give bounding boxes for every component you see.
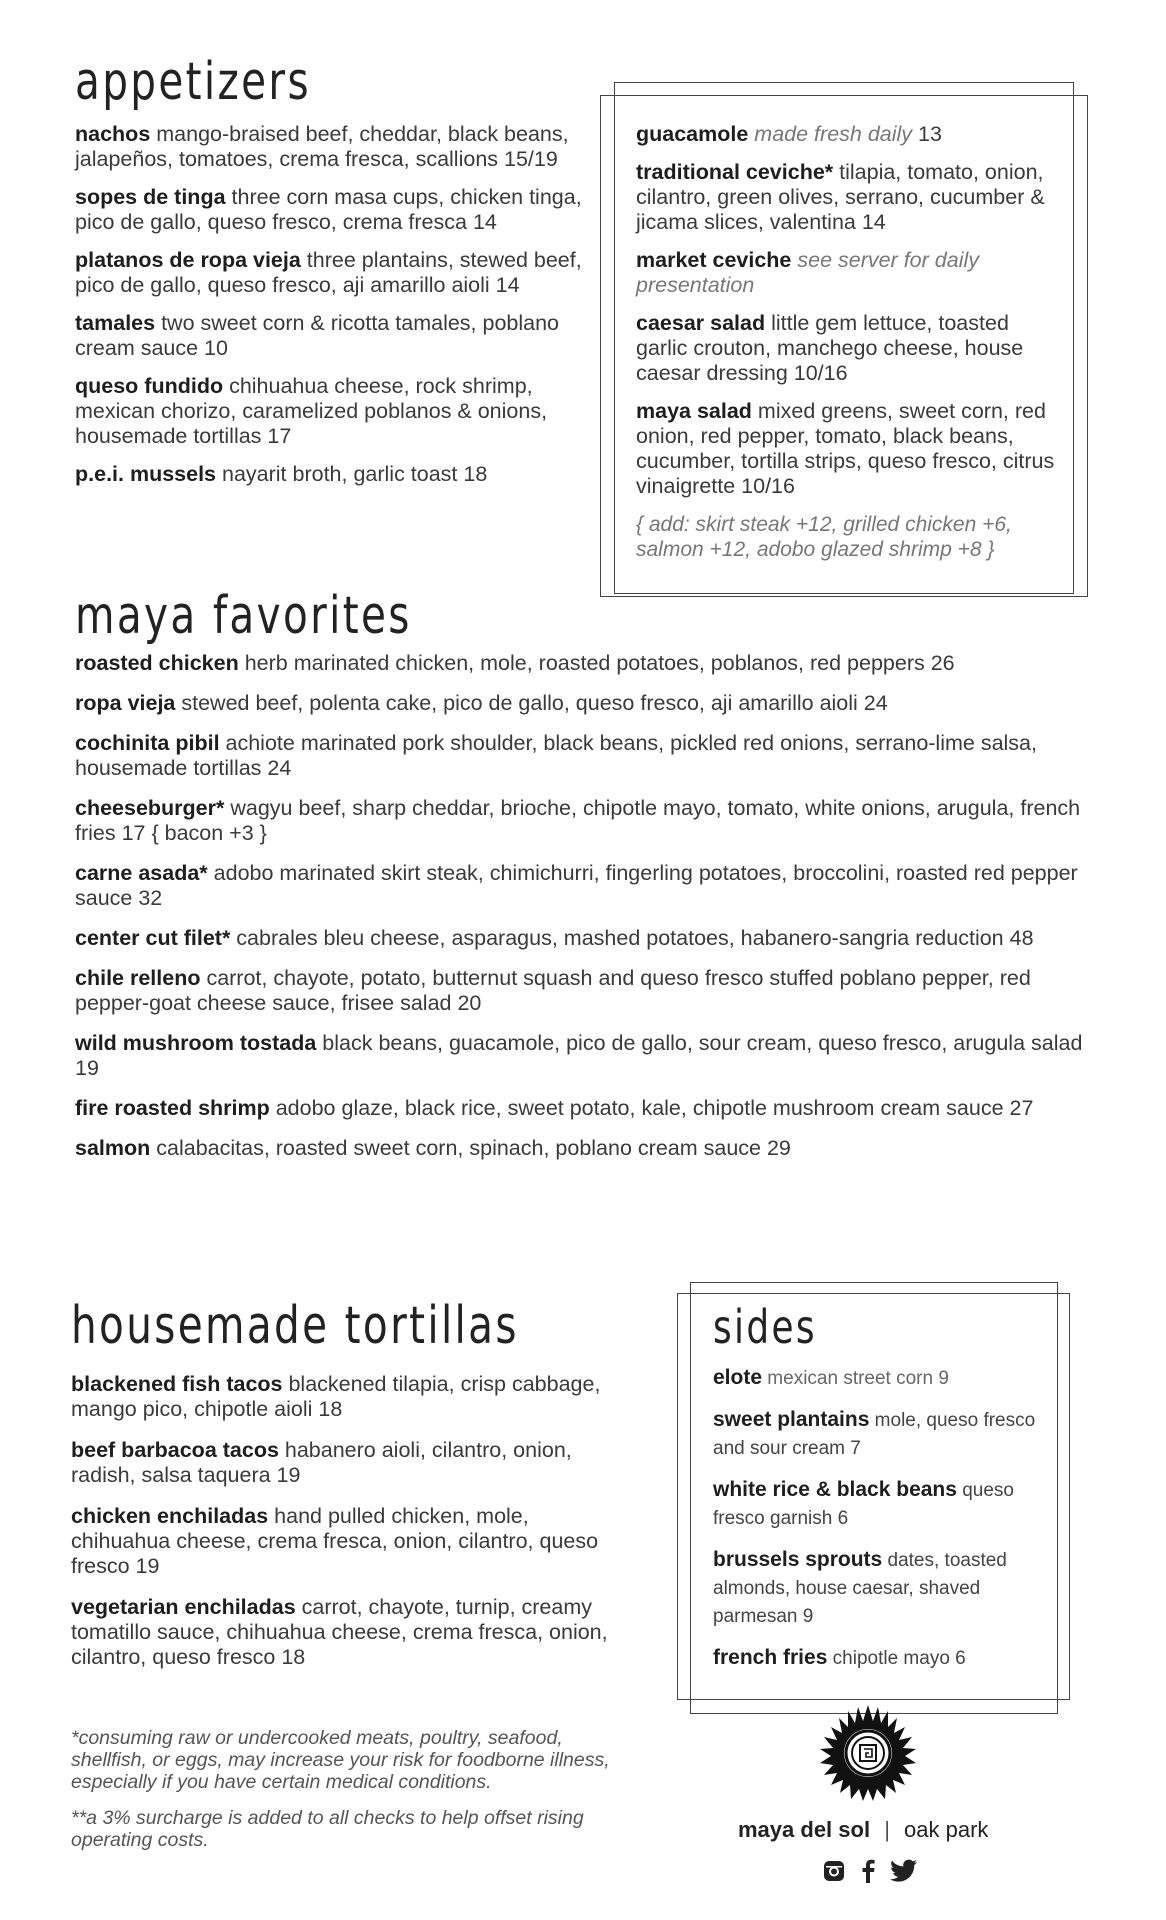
menu-item: french fries chipotle mayo 6 [713,1646,966,1669]
sun-logo-icon [818,1703,918,1803]
menu-item: white rice & black beans queso fresco garnish 6 [713,1478,1014,1529]
menu-item: elote mexican street corn 9 [713,1366,949,1389]
brand-name: maya del sol [738,1817,871,1842]
menu-item-maya-salad: maya salad mixed greens, sweet corn, red onion, red pepper, tomato, black beans, cucumber, tortilla strips, queso fresco, citrus vinaigrette 10/16 [636,399,1055,498]
menu-item-caesar: caesar salad little gem lettuce, toasted garlic crouton, manchego cheese, house caesar dressing 10/16 [636,311,1024,385]
appetizers-boxed-column [636,122,1061,562]
menu-item-guacamole: guacamole made fresh daily 13 [636,122,942,146]
menu-item: fire roasted shrimp adobo glaze, black rice, sweet potato, kale, chipotle mushroom cream sauce 27 [75,1096,1034,1120]
surcharge-note: **a 3% surcharge is added to all checks to help offset rising operating costs. [71,1807,584,1851]
favorites-title: maya favorites [75,586,412,646]
raw-food-warning: *consuming raw or undercooked meats, poultry, seafood, shellfish, or eggs, may increase your risk for foodborne illness, especially if you have certain medical conditions. [71,1727,610,1793]
sides-column [713,1364,1048,1686]
brand-line [738,1817,988,1843]
menu-item: ropa vieja stewed beef, polenta cake, pico de gallo, queso fresco, aji amarillo aioli 24 [75,691,888,715]
menu-item: carne asada* adobo marinated skirt steak, chimichurri, fingerling potatoes, broccolini, roasted red pepper sauce 32 [75,861,1078,910]
menu-item: nachos mango-braised beef, cheddar, black beans, jalapeños, tomatoes, crema fresca, scallions 15/19 [75,122,569,171]
menu-item: brussels sprouts dates, toasted almonds, house caesar, shaved parmesan 9 [713,1548,1007,1627]
menu-item-market-ceviche: market ceviche see server for daily presentation [636,248,979,297]
menu-item: cochinita pibil achiote marinated pork shoulder, black beans, pickled red onions, serrano-lime salsa, housemade tortillas 24 [75,731,1037,780]
instagram-icon[interactable] [822,1859,846,1883]
menu-item: sopes de tinga three corn masa cups, chicken tinga, pico de gallo, queso fresco, crema fresca 14 [75,185,582,234]
menu-item-ceviche: traditional ceviche* tilapia, tomato, onion, cilantro, green olives, serrano, cucumber & jicama slices, valentina 14 [636,160,1045,234]
social-links [822,1859,918,1883]
menu-item: blackened fish tacos blackened tilapia, crisp cabbage, mango pico, chipotle aioli 18 [71,1372,601,1421]
salad-addons: { add: skirt steak +12, grilled chicken +6, salmon +12, adobo glazed shrimp +8 } [636,513,1012,561]
brand-separator: | [884,1817,890,1842]
sides-title: sides [713,1300,817,1354]
menu-item: sweet plantains mole, queso fresco and sour cream 7 [713,1408,1036,1459]
menu-item: platanos de ropa vieja three plantains, stewed beef, pico de gallo, queso fresco, aji amarillo aioli 14 [75,248,582,297]
menu-item: chile relleno carrot, chayote, potato, butternut squash and queso fresco stuffed poblano pepper, red pepper-goat cheese sauce, frisee salad 20 [75,966,1031,1015]
menu-item: beef barbacoa tacos habanero aioli, cilantro, onion, radish, salsa taquera 19 [71,1438,572,1487]
menu-item: center cut filet* cabrales bleu cheese, asparagus, mashed potatoes, habanero-sangria reduction 48 [75,926,1034,950]
menu-item: wild mushroom tostada black beans, guacamole, pico de gallo, sour cream, queso fresco, arugula salad 19 [75,1031,1083,1080]
tortillas-title: housemade tortillas [71,1296,519,1356]
menu-item: tamales two sweet corn & ricotta tamales, poblano cream sauce 10 [75,311,560,360]
menu-item: salmon calabacitas, roasted sweet corn, spinach, poblano cream sauce 29 [75,1136,791,1160]
appetizers-title: appetizers [75,52,311,112]
menu-item: roasted chicken herb marinated chicken, mole, roasted potatoes, poblanos, red peppers 26 [75,651,955,675]
brand-location: oak park [904,1817,989,1842]
menu-item: chicken enchiladas hand pulled chicken, mole, chihuahua cheese, crema fresca, onion, cilantro, queso fresco 19 [71,1504,599,1578]
menu-item: queso fundido chihuahua cheese, rock shrimp, mexican chorizo, caramelized poblanos & onions, housemade tortillas 17 [75,374,548,448]
menu-item: p.e.i. mussels nayarit broth, garlic toast 18 [75,462,488,486]
tortillas-column [71,1372,611,1686]
appetizers-left-column [75,122,595,500]
twitter-icon[interactable] [890,1859,918,1883]
footnotes [71,1727,641,1865]
facebook-icon[interactable] [860,1859,876,1883]
menu-item: vegetarian enchiladas carrot, chayote, turnip, creamy tomatillo sauce, chihuahua cheese, crema fresca, onion, cilantro, queso fresco 18 [71,1595,608,1669]
menu-item: cheeseburger* wagyu beef, sharp cheddar, brioche, chipotle mayo, tomato, white onions, arugula, french fries 17 { bacon +3 } [75,796,1081,845]
favorites-column [75,651,1085,1176]
